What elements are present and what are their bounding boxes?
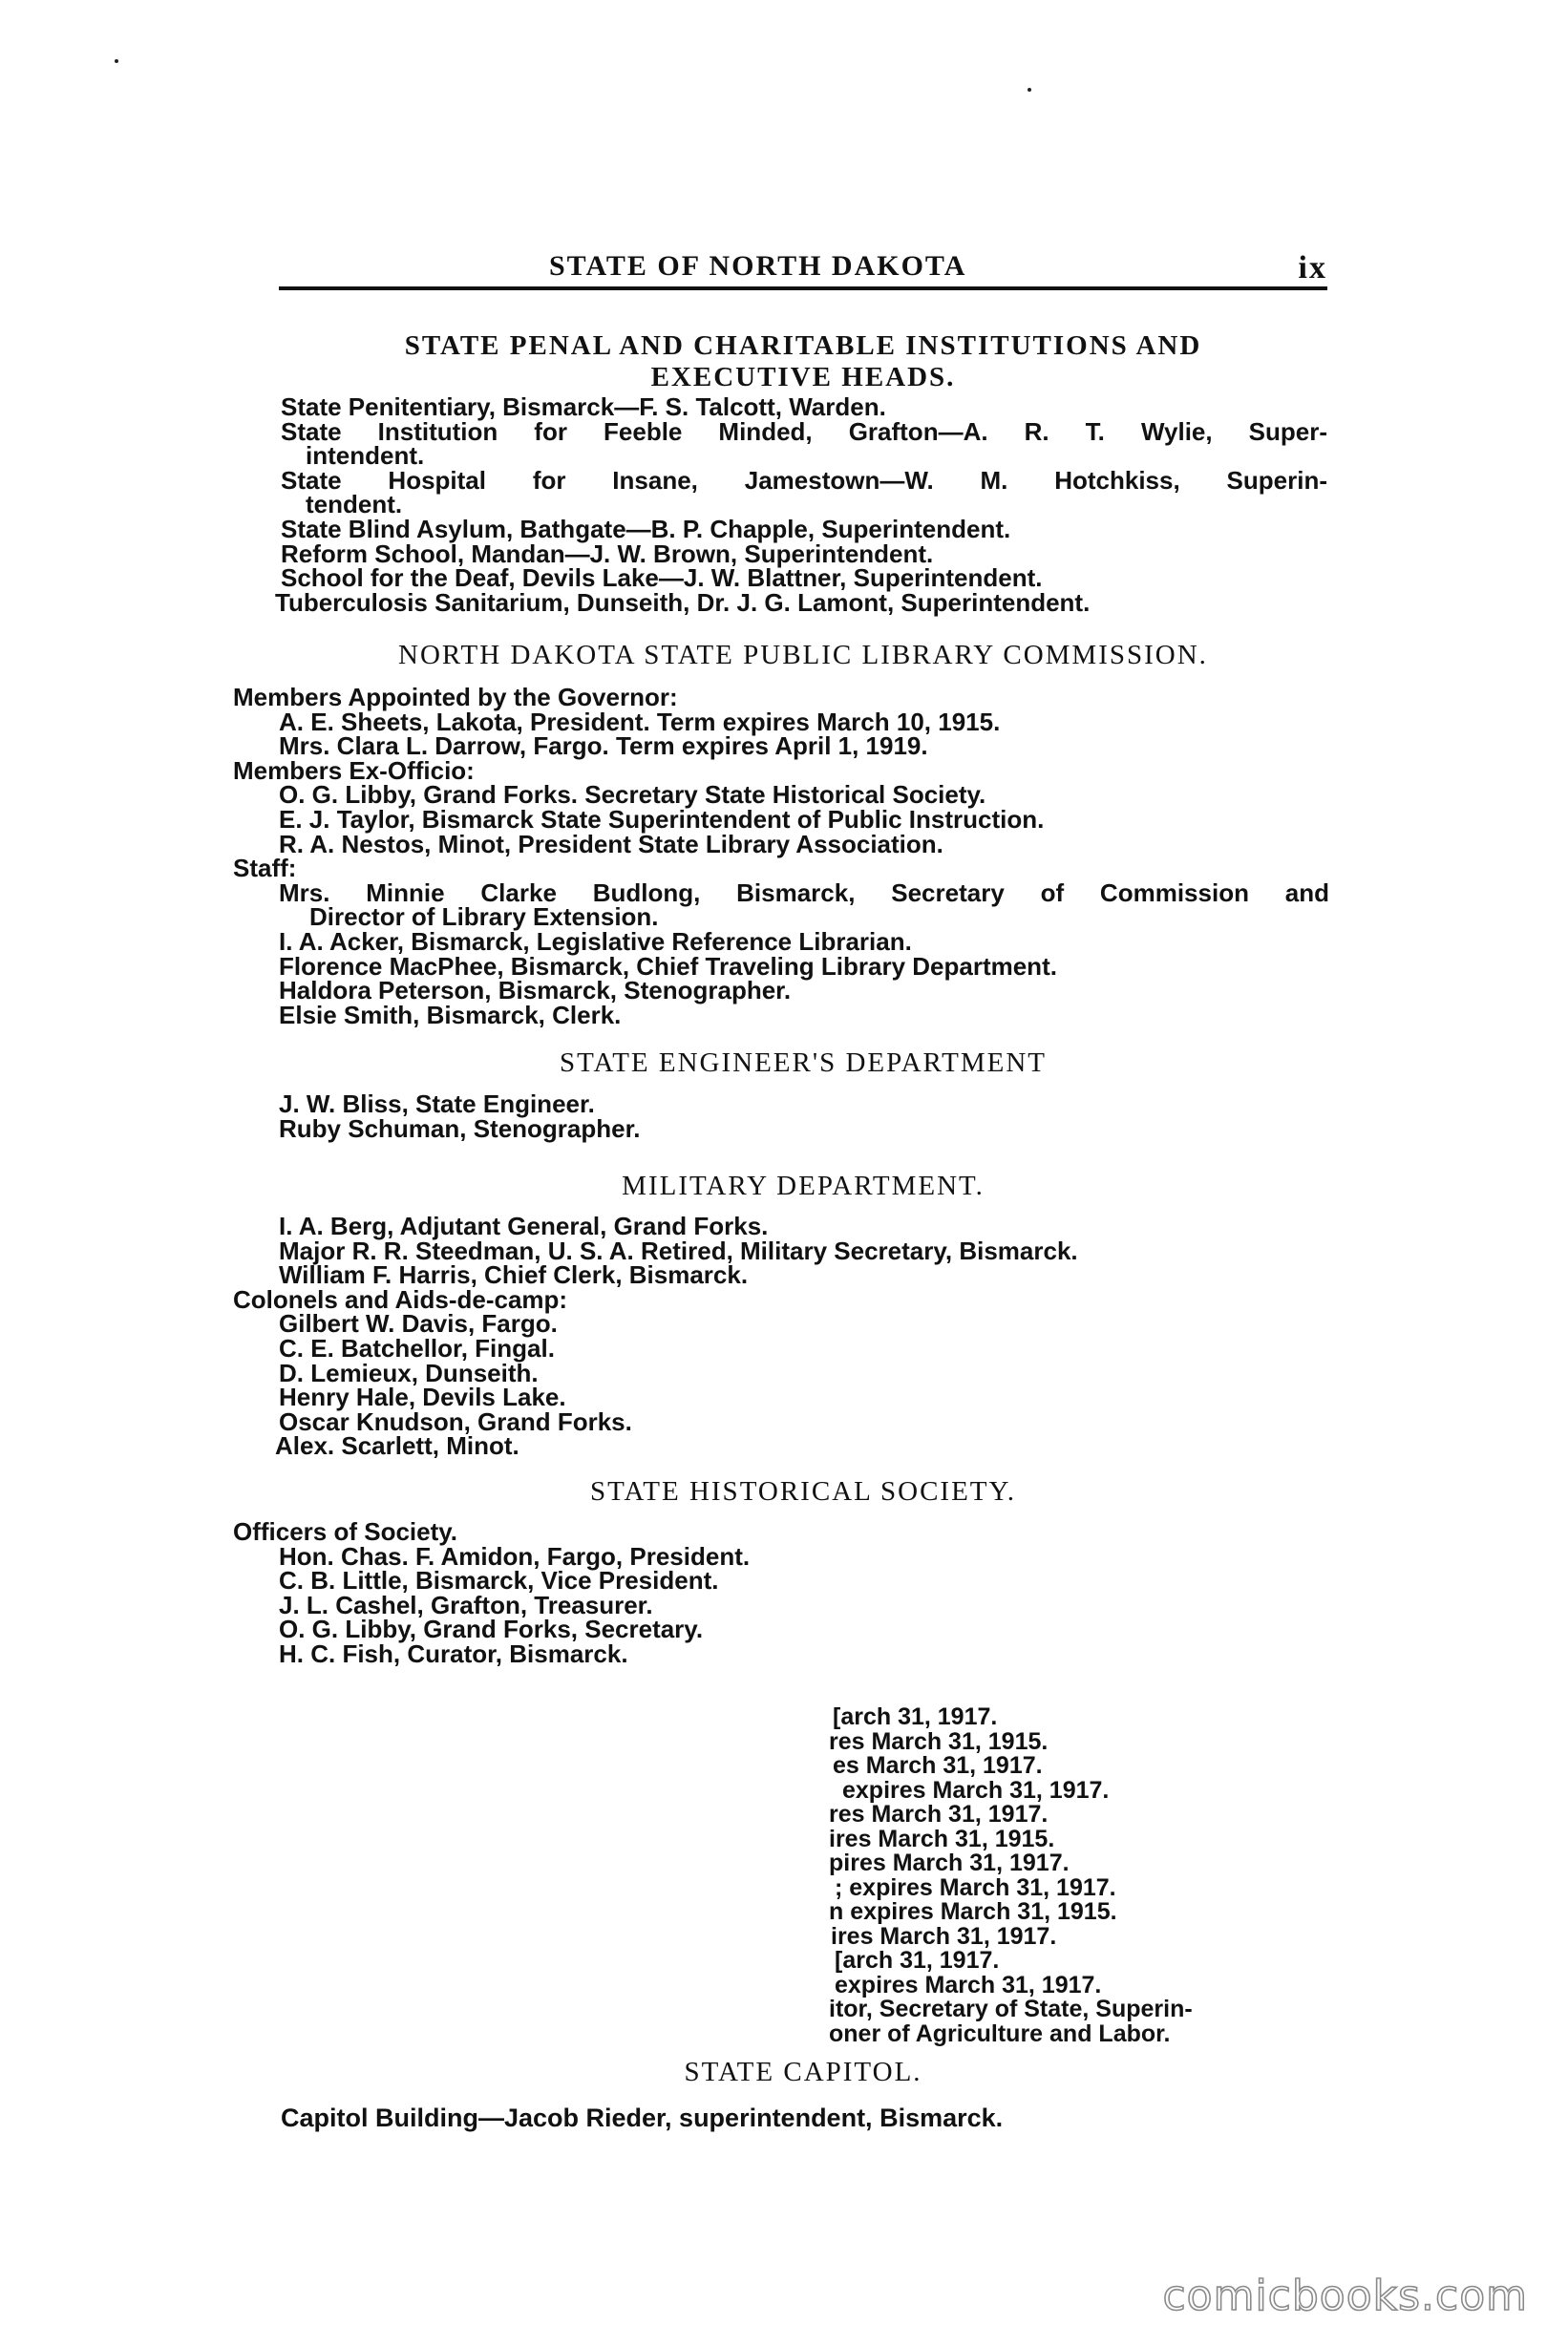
fragment-line: [arch 31, 1917. [835,1947,1000,1974]
fragment-line: ; expires March 31, 1917. [835,1873,1116,1901]
list-item: D. Lemieux, Dunseith. [279,1358,539,1387]
list-item: Henry Hale, Devils Lake. [279,1383,566,1412]
capitol-heading: STATE CAPITOL. [684,2057,922,2087]
engineer-list [279,1089,641,1143]
list-item: J. L. Cashel, Grafton, Treasurer. [279,1590,653,1619]
fragment-line: ires March 31, 1917. [831,1922,1057,1950]
list-item: Colonels and Aids-de-camp: [233,1284,568,1314]
penal-heading-line: STATE PENAL AND CHARITABLE INSTITUTIONS AND [404,330,1202,361]
list-item: H. C. Fish, Curator, Bismarck. [279,1639,628,1668]
library-heading: NORTH DAKOTA STATE PUBLIC LIBRARY COMMISSION. [398,640,1208,670]
list-item: C. B. Little, Bismarck, Vice President. [279,1566,719,1596]
list-item: Director of Library Extension. [309,902,659,932]
list-item: tendent. [306,490,403,519]
site-watermark: comicbooks.com [1162,2272,1528,2320]
list-item: Major R. R. Steedman, U. S. A. Retired, Military Secretary, Bismarck. [279,1236,1078,1265]
penal-heading [279,330,1327,393]
list-item: J. W. Bliss, State Engineer. [279,1089,595,1118]
list-item: R. A. Nestos, Minot, President State Library Association. [279,829,943,858]
fragment-line: pires March 31, 1917. [829,1850,1070,1876]
library-list [233,683,1329,1029]
list-item: O. G. Libby, Grand Forks. Secretary State Historical Society. [279,780,986,810]
list-item: Members Appointed by the Governor: [233,683,678,711]
engineer-heading: STATE ENGINEER'S DEPARTMENT [559,1047,1048,1078]
fragment-line: ires March 31, 1915. [829,1825,1055,1852]
list-item: Members Ex-Officio: [233,755,475,785]
list-item: I. A. Acker, Bismarck, Legislative Reference Librarian. [279,926,912,956]
fragment-line: expires March 31, 1917. [835,1971,1102,1998]
list-item: Staff: [233,854,297,883]
list-item: intendent. [306,441,425,471]
military-list [233,1212,1078,1461]
list-item: Officers of Society. [233,1517,458,1546]
historical-list [233,1517,751,1668]
fragment-line: expires March 31, 1917. [842,1776,1110,1804]
list-item: E. J. Taylor, Bismarck State Superintendent of Public Instruction. [279,804,1045,834]
list-item: Mrs. Minnie Clarke Budlong, Bismarck, Secretary of Commission and [279,877,1329,907]
list-item: Mrs. Clara L. Darrow, Fargo. Term expires April 1, 1919. [279,731,928,761]
list-item: Elsie Smith, Bismarck, Clerk. [279,1000,622,1029]
list-item: I. A. Berg, Adjutant General, Grand Forks. [279,1212,769,1240]
list-item: Florence MacPhee, Bismarck, Chief Traveling Library Department. [279,951,1057,981]
historical-heading: STATE HISTORICAL SOCIETY. [590,1476,1016,1507]
fragment-line: res March 31, 1915. [829,1727,1049,1755]
fragment-line: res March 31, 1917. [829,1801,1049,1828]
list-item: Reform School, Mandan—J. W. Brown, Superintendent. [281,539,934,568]
print-speck [1028,88,1031,92]
page-number: ix [1298,250,1327,285]
list-item: State Blind Asylum, Bathgate—B. P. Chapple, Superintendent. [281,514,1011,543]
running-head-title: STATE OF NORTH DAKOTA [549,250,967,282]
print-speck [115,59,118,63]
penal-list [275,392,1327,617]
list-item: C. E. Batchellor, Fingal. [279,1333,555,1363]
military-heading: MILITARY DEPARTMENT. [622,1171,985,1201]
list-item: William F. Harris, Chief Clerk, Bismarck. [279,1260,749,1290]
list-item: Alex. Scarlett, Minot. [275,1431,519,1461]
list-item: A. E. Sheets, Lakota, President. Term expires March 10, 1915. [279,707,1001,736]
list-item: State Penitentiary, Bismarck—F. S. Talcott, Warden. [281,392,886,421]
fragment-line: n expires March 31, 1915. [829,1898,1117,1925]
fragment-line: oner of Agriculture and Labor. [829,2019,1171,2047]
list-item: Tuberculosis Sanitarium, Dunseith, Dr. J. G. Lamont, Superintendent. [275,587,1091,617]
list-item: Ruby Schuman, Stenographer. [279,1113,641,1143]
list-item: State Hospital for Insane, Jamestown—W. M. Hotchkiss, Superin- [281,465,1327,495]
list-item: Haldora Peterson, Bismarck, Stenographer. [279,976,792,1005]
capitol-line: Capitol Building—Jacob Rieder, superintendent, Bismarck. [281,2104,1004,2132]
fragment-line: [arch 31, 1917. [833,1703,998,1730]
list-item: Oscar Knudson, Grand Forks. [279,1406,632,1436]
running-head [277,250,1327,285]
header-rule [279,286,1327,290]
list-item: Hon. Chas. F. Amidon, Fargo, President. [279,1541,751,1571]
fragment-line: itor, Secretary of State, Superin- [829,1996,1193,2022]
list-item: School for the Deaf, Devils Lake—J. W. Blattner, Superintendent. [281,563,1043,593]
truncated-fragment [829,1705,1193,2046]
penal-heading-line: EXECUTIVE HEADS. [650,362,956,392]
list-item: O. G. Libby, Grand Forks, Secretary. [279,1615,704,1644]
list-item: State Institution for Feeble Minded, Grafton—A. R. T. Wylie, Super- [281,416,1327,446]
fragment-line: es March 31, 1917. [833,1752,1043,1779]
list-item: Gilbert W. Davis, Fargo. [279,1309,558,1339]
